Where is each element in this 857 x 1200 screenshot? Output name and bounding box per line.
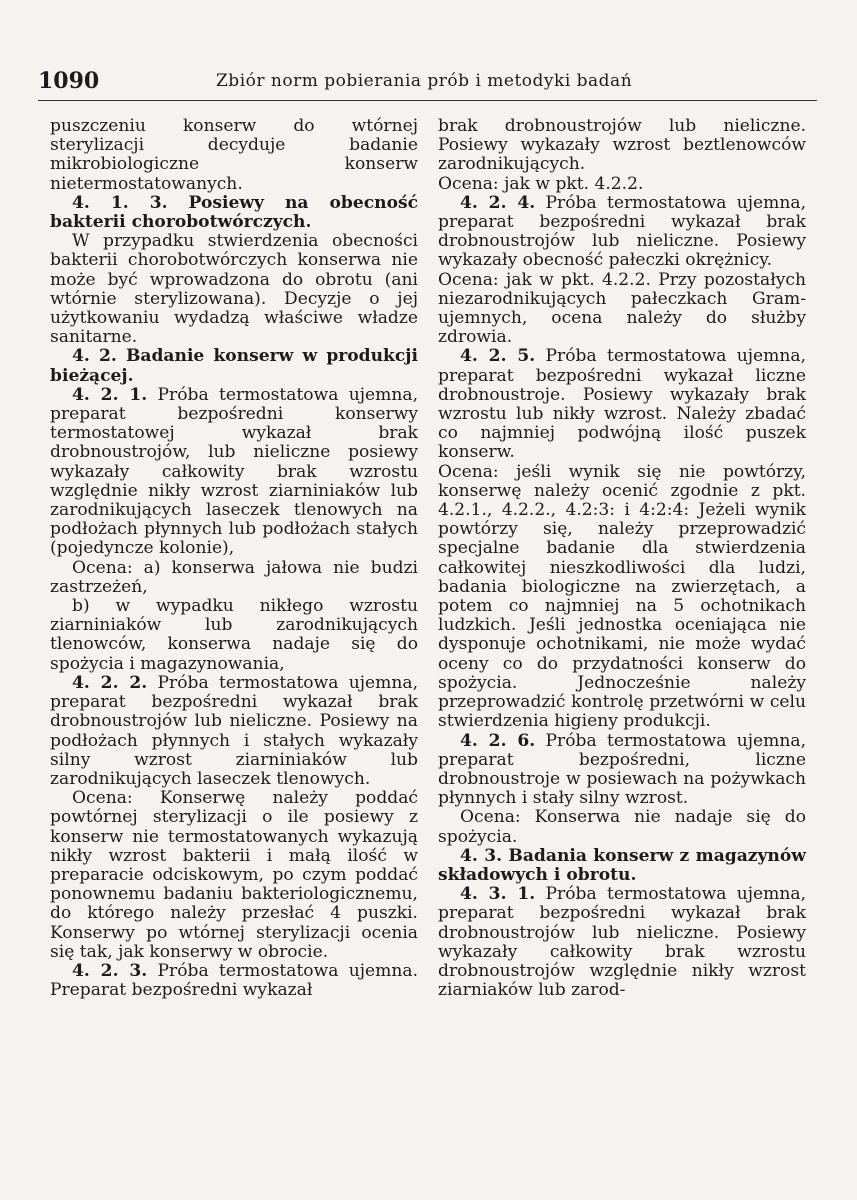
subsection-number: 4. 2. 4. xyxy=(460,192,536,213)
section-title: Badanie konserw w produkcji bieżącej. xyxy=(50,346,418,386)
paragraph: W przypadku stwierdzenia obecności bakterii chorobotwórczych konserwa nie może być wprowadzona do obrotu (ani wtórnie sterylizowana). Decyzje o jej użytkowaniu wydadzą właściwe władze sanitarne. xyxy=(50,231,418,348)
section-heading-4-3 xyxy=(438,847,806,885)
subsection-4-2-4 xyxy=(438,194,806,271)
section-heading-4-2 xyxy=(50,347,418,385)
header-rule xyxy=(38,100,817,101)
subsection-number: 4. 2. 5. xyxy=(460,346,536,367)
subsection-text: Próba termostatowa ujemna. Preparat bezpośredni wykazał xyxy=(50,960,419,1001)
subsection-number: 4. 3. 1. xyxy=(460,884,536,905)
subsection-text: Próba termostatowa ujemna, preparat bezpośredni wykazał brak drobnoustrojów lub nieliczne. Posiewy wykazały obecność pałeczki okrężnicy. xyxy=(438,192,807,271)
subsection-4-2-5 xyxy=(438,347,806,462)
assessment-a: Ocena: a) konserwa jałowa nie budzi zastrzeżeń, xyxy=(50,557,418,597)
subsection-4-2-6 xyxy=(438,732,806,809)
subsection-number: 4. 2. 3. xyxy=(72,960,148,981)
page-number: 1090 xyxy=(38,68,100,94)
section-number: 4. 3. xyxy=(460,845,503,866)
left-column xyxy=(50,117,418,1000)
subsection-4-3-1 xyxy=(438,885,806,1000)
subsection-text: Próba termostatowa ujemna, preparat bezpośredni wykazał brak drobnoustrojów lub nieliczne. Posiewy na podłożach płynnych i stałych wykazały silny wzrost ziarniniaków lub zarodnikujących laseczek tlenowych. xyxy=(50,672,419,789)
assessment: Ocena: jak w pkt. 4.2.2. Przy pozostałych niezarodnikujących pałeczkach Gram-ujemnych, ocena należy do służby zdrowia. xyxy=(438,269,806,348)
paragraph: brak drobnoustrojów lub nieliczne. Posiewy wykazały wzrost beztlenowców zarodnikujących. xyxy=(438,116,806,175)
assessment: Ocena: Konserwę należy poddać powtórnej sterylizacji o ile posiewy z konserw nie termostatowanych wykazują nikły wzrost bakterii i małą ilość w preparacie odciskowym, po czym poddać ponownemu badaniu bakteriologicznemu, do którego należy przesłać 4 puszki. Konserwy po wtórnej sterylizacji ocenia się tak, jak konserwy w obrocie. xyxy=(50,788,418,962)
subsection-4-2-1 xyxy=(50,386,418,559)
assessment-b: b) w wypadku nikłego wzrostu ziarniniaków lub zarodnikujących tlenowców, konserwa nadaje się do spożycia i magazynowania, xyxy=(50,596,418,674)
paragraph: puszczeniu konserw do wtórnej sterylizacji decyduje badanie mikrobiologiczne konserw nietermostatowanych. xyxy=(50,116,418,194)
assessment: Ocena: Konserwa nie nadaje się do spożycia. xyxy=(438,807,806,847)
running-title: Zbiór norm pobierania prób i metodyki badań xyxy=(216,71,633,91)
assessment: Ocena: jak w pkt. 4.2.2. xyxy=(438,173,644,194)
section-number: 4. 1. 3. xyxy=(72,192,168,213)
section-title: Badania konserw z magazynów składowych i obrotu. xyxy=(438,845,806,885)
section-number: 4. 2. xyxy=(72,346,117,367)
section-heading-4-1-3 xyxy=(50,194,418,232)
right-column xyxy=(438,117,806,1000)
section-title: Posiewy na obecność bakterii chorobotwórczych. xyxy=(50,192,418,233)
subsection-text: Próba termostatowa ujemna, preparat bezpośredni wykazał brak drobnoustrojów lub nieliczne. Posiewy wykazały całkowity brak wzrostu drobnoustrojów względnie nikły wzrost ziarniaków lub zarod- xyxy=(438,884,807,1001)
subsection-text: Próba termostatowa ujemna, preparat bezpośredni konserwy termostatowej wykazał brak drobnoustrojów, lub nieliczne posiewy wykazały całkowity brak wzrostu względnie nikły wzrost ziarniniaków lub zarodnikujących laseczek tlenowych na podłożach płynnych lub podłożach stałych (pojedyncze kolonie), xyxy=(50,384,419,559)
subsection-number: 4. 2. 1. xyxy=(72,384,148,405)
assessment: Ocena: jeśli wynik się nie powtórzy, konserwę należy ocenić zgodnie z pkt. 4.2.1., 4.2.2., 4.2:3: i 4:2:4: Jeżeli wynik powtórzy się, należy przeprowadzić specjalne badanie dla stwierdzenia całkowitej nieszkodliwości dla ludzi, badania biologiczne na zwierzętach, a potem co najmniej na 5 ochotnikach ludzkich. Jeśli jednostka oceniająca nie dysponuje ochotnikami, nie może wydać oceny co do przydatności konserw do spożycia. Jednocześnie należy przeprowadzić kontrolę przetwórni w celu stwierdzenia higieny produkcji. xyxy=(438,461,806,732)
page-header xyxy=(38,68,817,94)
subsection-4-2-3 xyxy=(50,962,418,1000)
subsection-4-2-2 xyxy=(50,674,418,789)
subsection-text: Próba termostatowa ujemna, preparat bezpośredni, liczne drobnoustroje w posiewach na pożywkach płynnych i stały silny wzrost. xyxy=(438,730,807,809)
subsection-number: 4. 2. 6. xyxy=(460,730,536,751)
subsection-number: 4. 2. 2. xyxy=(72,672,148,693)
subsection-text: Próba termostatowa ujemna, preparat bezpośredni wykazał liczne drobnoustroje. Posiewy wykazały brak wzrostu lub nikły wzrost. Należy zbadać co najmniej podwójną ilość puszek konserw. xyxy=(438,346,807,463)
